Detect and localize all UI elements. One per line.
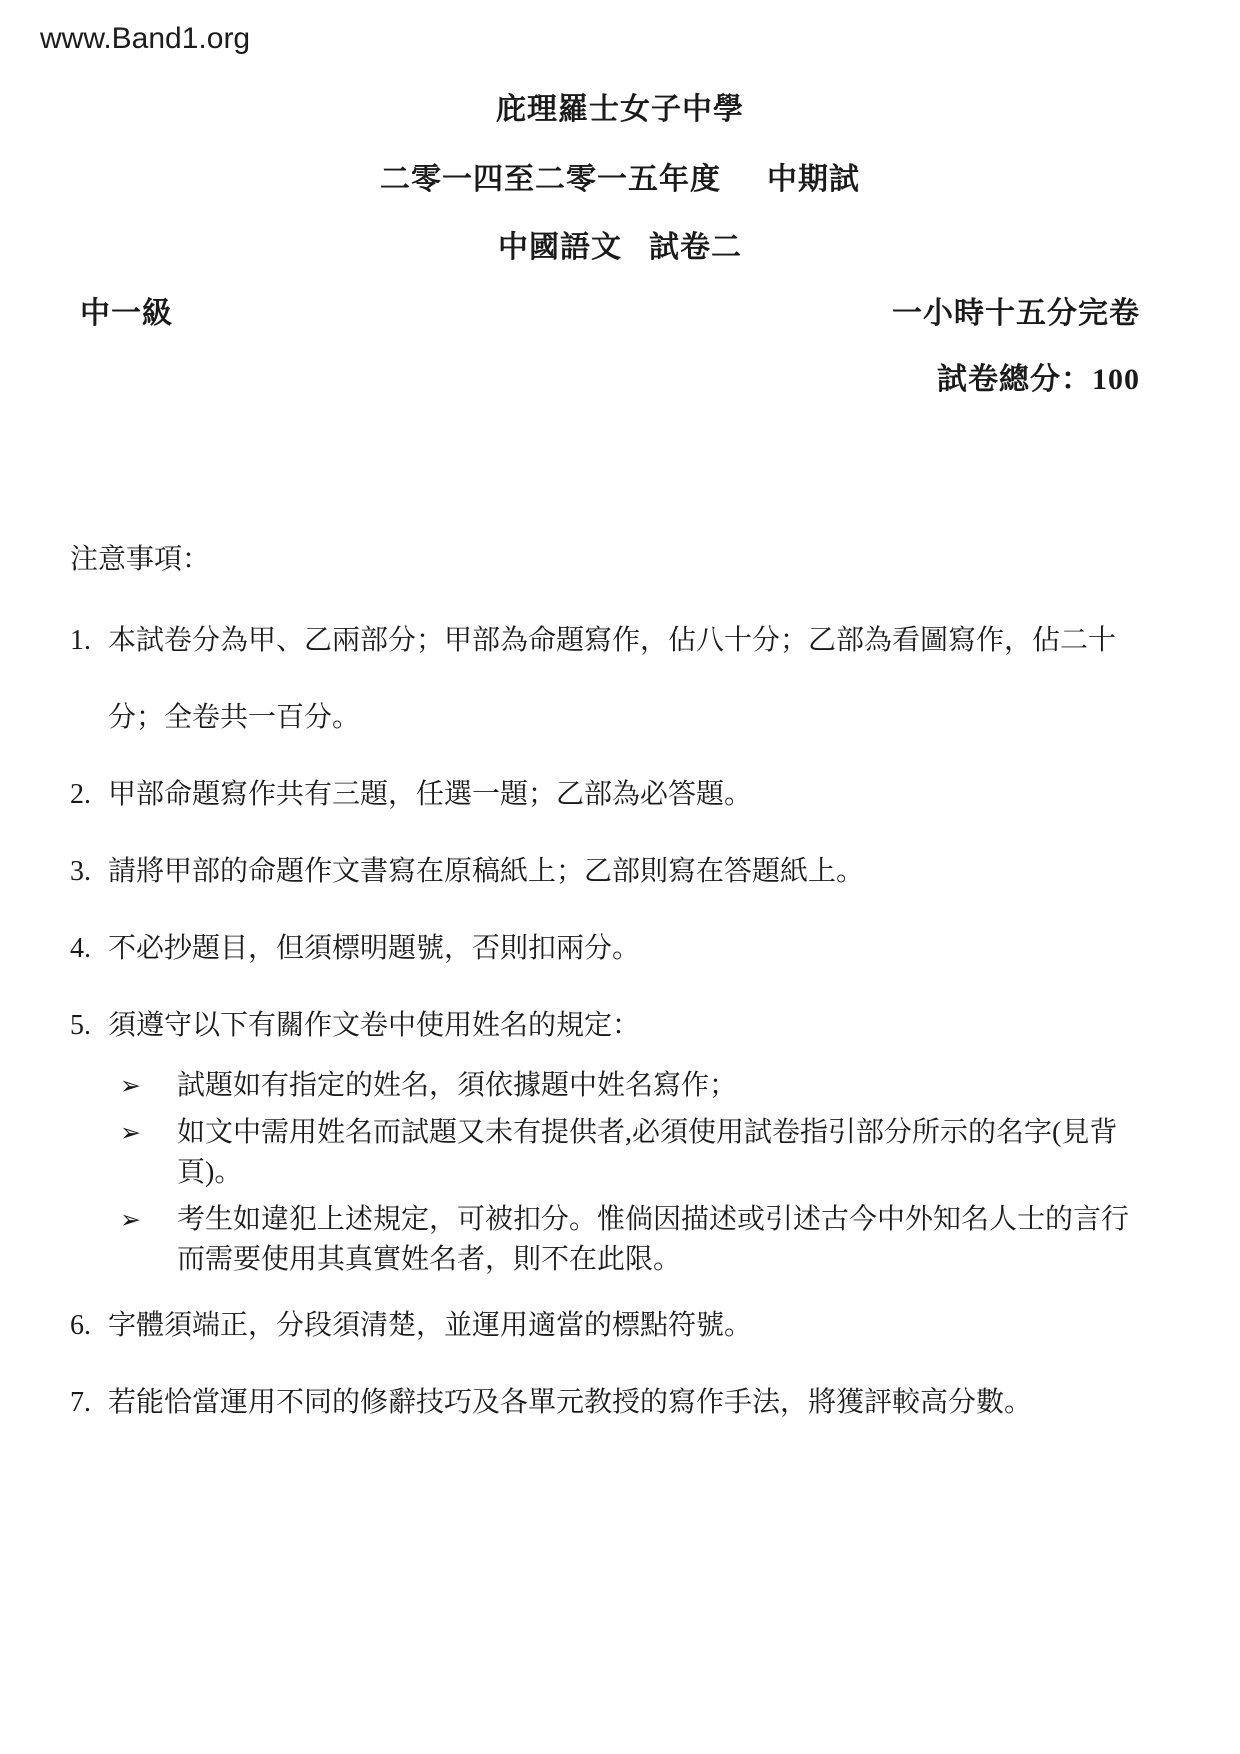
arrowhead-bullet-icon: ➢ xyxy=(120,1071,141,1100)
school-name: 庇理羅士女子中學 xyxy=(496,93,744,126)
subject-name: 中國語文 xyxy=(498,231,622,264)
item-number: 1. xyxy=(70,625,91,656)
item-number: 2. xyxy=(70,779,91,810)
arrowhead-bullet-icon: ➢ xyxy=(120,1118,141,1147)
class-level: 中一級 xyxy=(80,297,173,330)
name-rule-3 xyxy=(120,1200,1175,1280)
notices-title: 注意事項： xyxy=(70,544,211,575)
item-text: 若能恰當運用不同的修辭技巧及各單元教授的寫作手法，將獲評較高分數。 xyxy=(108,1387,1033,1418)
item-number: 4. xyxy=(70,933,91,964)
item-text: 字體須端正，分段須清楚，並運用適當的標點符號。 xyxy=(108,1310,753,1341)
item-text: 甲部命題寫作共有三題，任選一題；乙部為必答題。 xyxy=(108,779,753,810)
item-number: 6. xyxy=(70,1310,91,1341)
notice-item-3 xyxy=(70,833,1175,910)
notice-item-7 xyxy=(70,1364,1175,1441)
item-text: 本試卷分為甲、乙兩部分；甲部為命題寫作，佔八十分；乙部為看圖寫作，佔二十分；全卷共一百分。 xyxy=(108,625,1117,733)
notice-item-4 xyxy=(70,910,1175,987)
total-marks: 試卷總分：100 xyxy=(937,363,1140,396)
exam-name: 中期試 xyxy=(767,163,860,196)
notice-item-1 xyxy=(70,602,1175,756)
item-number: 3. xyxy=(70,856,91,887)
item-number: 5. xyxy=(70,1010,91,1041)
item-number: 7. xyxy=(70,1387,91,1418)
name-rules-list xyxy=(120,1066,1175,1280)
item-text: 須遵守以下有關作文卷中使用姓名的規定： xyxy=(108,1010,641,1041)
subject-line xyxy=(0,222,1240,266)
notice-item-5 xyxy=(70,987,1175,1064)
notice-item-6 xyxy=(70,1287,1175,1364)
item-text: 請將甲部的命題作文書寫在原稿紙上；乙部則寫在答題紙上。 xyxy=(108,856,865,887)
item-text: 不必抄題目，但須標明題號，否則扣兩分。 xyxy=(108,933,641,964)
paper-number: 試卷二 xyxy=(649,231,742,264)
name-rule-1 xyxy=(120,1066,1175,1106)
class-duration-row xyxy=(80,288,1140,332)
year-term: 二零一四至二零一五年度 xyxy=(380,163,721,196)
bullet-text: 試題如有指定的姓名，須依據題中姓名寫作； xyxy=(177,1070,738,1101)
name-rule-2 xyxy=(120,1113,1175,1193)
bullet-text: 考生如違犯上述規定，可被扣分。惟倘因描述或引述古今中外知名人士的言行而需要使用其真實姓名者，則不在此限。 xyxy=(177,1204,1130,1275)
notice-item-2 xyxy=(70,756,1175,833)
watermark-url: www.Band1.org xyxy=(40,22,251,55)
exam-duration: 一小時十五分完卷 xyxy=(892,297,1140,330)
arrowhead-bullet-icon: ➢ xyxy=(120,1205,141,1234)
bullet-text: 如文中需用姓名而試題又未有提供者,必須使用試卷指引部分所示的名字(見背頁)。 xyxy=(177,1117,1118,1188)
notices-section xyxy=(70,540,1175,1441)
exam-year-line xyxy=(0,154,1240,198)
